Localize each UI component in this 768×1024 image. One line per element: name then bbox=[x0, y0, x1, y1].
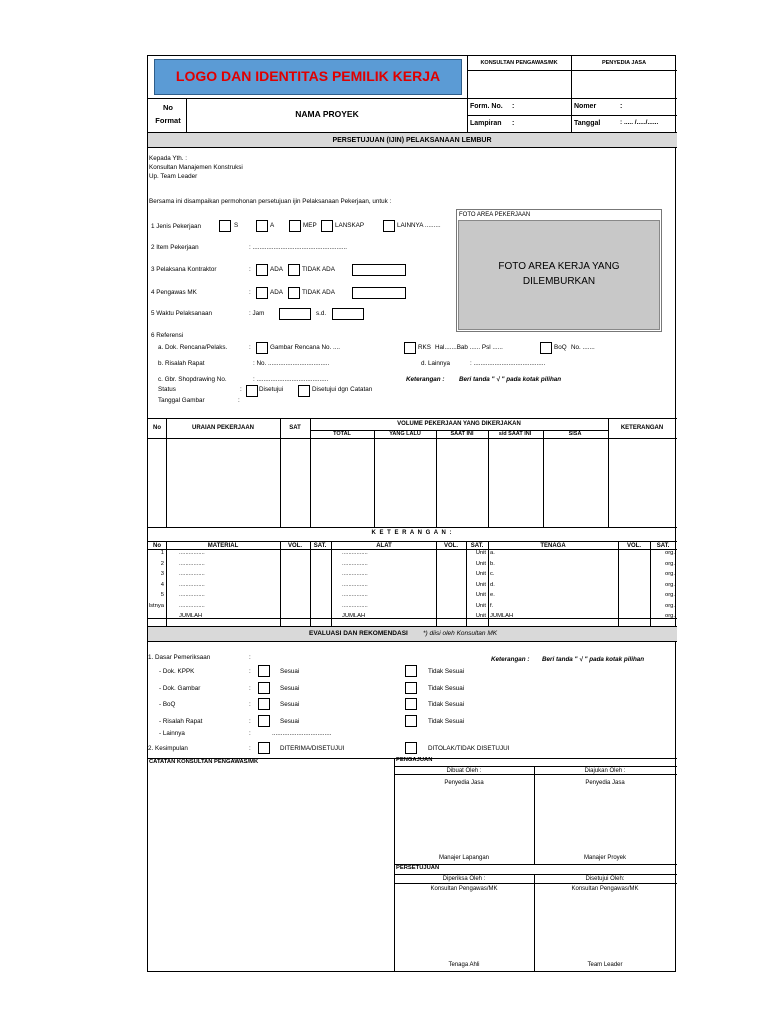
resource-cell: Unit bbox=[475, 602, 486, 609]
resource-cell: JUMLAH bbox=[490, 613, 514, 619]
checkbox-tidak-sesuai[interactable] bbox=[405, 715, 417, 727]
evaluation-text: Sesuai bbox=[280, 684, 300, 692]
checkbox-ditolak[interactable] bbox=[405, 742, 417, 754]
checkbox-disetujui[interactable] bbox=[246, 385, 258, 397]
checkbox-sesuai[interactable] bbox=[258, 698, 270, 710]
form-title: PERSETUJUAN (IJIN) PELAKSANAAN LEMBUR bbox=[332, 137, 492, 144]
checkbox-pelaksana-ada[interactable] bbox=[256, 264, 268, 276]
resource-cell: a. bbox=[490, 550, 495, 556]
resource-cell: ................ bbox=[342, 571, 368, 577]
photo-line2: DILEMBURKAN bbox=[522, 276, 596, 287]
checkbox-lainnya[interactable] bbox=[383, 220, 395, 232]
checkbox-boq[interactable] bbox=[540, 342, 552, 354]
resource-cell: 1 bbox=[160, 550, 164, 556]
project-name: NAMA PROYEK bbox=[295, 109, 359, 119]
nomer-label: Nomer bbox=[574, 103, 597, 110]
konsultan-label: KONSULTAN PENGAWAS/MK bbox=[480, 60, 558, 66]
resource-cell: JUMLAH bbox=[342, 613, 366, 619]
evaluation-text: Tidak Sesuai bbox=[428, 684, 465, 692]
resource-cell: JUMLAH bbox=[179, 613, 203, 619]
evaluation-text: Sesuai bbox=[280, 668, 300, 675]
resource-cell: org. bbox=[665, 592, 675, 598]
evaluation-text: - Dok. KPPK bbox=[159, 668, 195, 675]
photo-line1: FOTO AREA KERJA YANG bbox=[498, 261, 620, 272]
resource-cell: Unit bbox=[475, 560, 486, 567]
checkbox-pengawas-ada[interactable] bbox=[256, 287, 268, 299]
jam-start-input[interactable] bbox=[279, 308, 311, 320]
lampiran-label: Lampiran bbox=[470, 120, 502, 127]
checkbox-sesuai[interactable] bbox=[258, 682, 270, 694]
checkbox-mep[interactable] bbox=[289, 220, 301, 232]
form-frame: LOGO DAN IDENTITAS PEMILIK KERJA KONSULTAN PENGAWAS/MK PENYEDIA JASA No Format NAMA PROYEK Form. No. : Lampiran : Nomer : Tanggal : ..... /...../...... PERSETUJUAN (IJIN) PELAKSANAAN LEMBUR Kepada Yth. : Konsultan Manajemen Konstruksi Up. Team Leader Bersama ini disampaikan permohonan persetujuan ijin Pelaksanaan Pekerjaan, untuk : 1 Jenis Pekerjaan S A MEP LANSKAP LAINNYA ......... 2 Item Pekerjaan : ...................................................... 3 Pelaksana Kontraktor : ADA TIDAK ADA 4 Pengawas MK : ADA TIDAK ADA 5 Waktu Pelaksanaan : Jam s.d. 6 Referensi a. Dok. Rencana/Pelaks. : Gambar Rencana No. .... RKS Hal.......Bab ...... Psl ...... BoQ No. ....... b. Risalah Rapat : No. ................................... d. Lainnya : ......................................... c. Gbr. Shopdrawing No. : ......................................... Keterangan : Beri tanda " √ " pada kotak pilihan Status : Disetujui Disetujui dgn Catatan Tanggal Gambar : FOTO AREA PEKERJAAN FOTO AREA KERJA YANG DILEMBURKAN No URAIAN PEKERJAAN SAT VOLUME PEKERJAAN YANG DIKERJAKAN TOTAL YANG LALU SAAT INI s/d SAAT INI SISA KETERANGAN K E T E R A N G A N : No MATERIAL VOL. SAT. ALAT VOL. SAT. TENAGA VOL. SAT. 1 ................ ................ Unit a. org. 2 ................ ................ Unit b. org. 3 ................ ................ Unit c. org. 4 ................ ................ Unit d. org. 5 ................ ................ Unit e. org. lstnya ................ ................ Unit f. org. JUMLAH JUMLAH Unit JUMLAH org. EVALUASI DAN REKOMENDASI *) diisi oleh Konsultan MK 1. Dasar Pemeriksaan : Keterangan : Beri tanda " √ " pada kotak pilihan - Dok. KPPK : Sesuai Tidak Sesuai - Dok. Gambar : Sesuai Tidak Sesuai - BoQ : Sesuai Tidak Sesuai - Risalah Rapat : Sesuai Tidak Sesuai - Lainnya : .................................. 2. Kesimpulan : DITERIMA/DISETUJUI DITOLAK/TIDAK DISETUJUI CATATAN KONSULTAN PENGAWAS/MK PENGAJUAN Dibuat Oleh : Diajukan Oleh : Penyedia Jasa Penyedia Jasa Manajer Lapangan Manajer Proyek PERSETUJUAN Diperiksa Oleh : Disetujui Oleh: Konsultan Pengawas/MK Konsultan Pengawas/MK Tenaga Ahli Team Leader bbox=[147, 55, 676, 972]
photo-area bbox=[458, 220, 660, 330]
checkbox-lanskap[interactable] bbox=[321, 220, 333, 232]
resource-cell: f. bbox=[490, 602, 494, 609]
evaluation-text: - Dok. Gambar bbox=[159, 684, 201, 692]
checkbox-tidak-sesuai[interactable] bbox=[405, 665, 417, 677]
checkbox-disetujui-catatan[interactable] bbox=[298, 385, 310, 397]
tanggal-label: Tanggal bbox=[574, 120, 601, 127]
resource-cell: ................ bbox=[179, 581, 205, 588]
checkbox-rks[interactable] bbox=[404, 342, 416, 354]
evaluation-text: - Risalah Rapat bbox=[159, 717, 203, 725]
resource-cell: Unit bbox=[475, 592, 486, 598]
evaluation-text: Sesuai bbox=[280, 701, 300, 708]
checkbox-gambar-rencana[interactable] bbox=[256, 342, 268, 354]
resource-cell: org. bbox=[665, 602, 675, 609]
photo-caption: FOTO AREA PEKERJAAN bbox=[459, 212, 531, 218]
evaluation-text: : bbox=[249, 701, 251, 708]
checkbox-sesuai[interactable] bbox=[258, 665, 270, 677]
pengawas-input[interactable] bbox=[352, 287, 406, 299]
resource-cell: Unit bbox=[475, 550, 486, 556]
checkbox-tidak-sesuai[interactable] bbox=[405, 698, 417, 710]
resource-cell: Unit bbox=[475, 571, 486, 577]
checkbox-diterima[interactable] bbox=[258, 742, 270, 754]
evaluation-text: : bbox=[249, 684, 251, 692]
jam-end-input[interactable] bbox=[332, 308, 364, 320]
evaluation-text: Tidak Sesuai bbox=[428, 668, 465, 675]
resource-cell: ................ bbox=[179, 592, 205, 598]
resource-cell: org. bbox=[665, 571, 675, 577]
no-label: No bbox=[163, 103, 173, 112]
resource-cell: d. bbox=[490, 581, 495, 588]
evaluation-bar bbox=[148, 626, 677, 642]
evaluation-text: Sesuai bbox=[280, 717, 300, 725]
resource-cell: 2 bbox=[160, 560, 164, 567]
pelaksana-input[interactable] bbox=[352, 264, 406, 276]
penyedia-label: PENYEDIA JASA bbox=[601, 60, 647, 66]
checkbox-pelaksana-tidak[interactable] bbox=[288, 264, 300, 276]
evaluation-text: Tidak Sesuai bbox=[428, 717, 465, 725]
resource-cell: ................ bbox=[342, 592, 368, 598]
resource-cell: ................ bbox=[179, 550, 205, 556]
resource-cell: ................ bbox=[342, 560, 368, 567]
evaluation-text: : bbox=[249, 668, 251, 675]
checkbox-pengawas-tidak[interactable] bbox=[288, 287, 300, 299]
checkbox-a[interactable] bbox=[256, 220, 268, 232]
resource-cell: c. bbox=[490, 571, 495, 577]
resource-cell: ................ bbox=[342, 550, 368, 556]
resources-heading: K E T E R A N G A N : bbox=[371, 530, 453, 536]
resource-cell: org. bbox=[665, 550, 675, 556]
date-placeholder: : ..... /...../...... bbox=[620, 119, 659, 126]
resource-cell: b. bbox=[490, 560, 495, 567]
resource-cell: ................ bbox=[179, 560, 205, 567]
resource-cell: 4 bbox=[160, 581, 164, 588]
logo-text: LOGO DAN IDENTITAS PEMILIK KERJA bbox=[175, 68, 441, 84]
resource-cell: Unit bbox=[475, 581, 486, 588]
resource-cell: 5 bbox=[160, 592, 164, 598]
resource-cell: ................ bbox=[342, 581, 368, 588]
resource-cell: 3 bbox=[160, 571, 164, 577]
evaluation-title: EVALUASI DAN REKOMENDASI bbox=[309, 630, 408, 637]
evaluation-text: Tidak Sesuai bbox=[428, 701, 465, 708]
checkbox-tidak-sesuai[interactable] bbox=[405, 682, 417, 694]
form-no-label: Form. No. bbox=[470, 103, 503, 110]
resource-cell: org. bbox=[665, 560, 675, 567]
evaluation-text: : bbox=[249, 717, 251, 725]
resource-cell: ................ bbox=[179, 602, 205, 609]
resource-cell: lstnya bbox=[148, 602, 164, 609]
resource-cell: ................ bbox=[342, 602, 368, 609]
checkbox-s[interactable] bbox=[219, 220, 231, 232]
resource-cell: Unit bbox=[475, 613, 486, 619]
resource-cell: org. bbox=[665, 581, 675, 588]
resource-cell: e. bbox=[490, 592, 495, 598]
resource-cell: org. bbox=[665, 613, 675, 619]
format-label: Format bbox=[155, 116, 181, 125]
evaluation-text: - BoQ bbox=[159, 701, 176, 708]
checkbox-sesuai[interactable] bbox=[258, 715, 270, 727]
resource-cell: ................ bbox=[179, 571, 205, 577]
